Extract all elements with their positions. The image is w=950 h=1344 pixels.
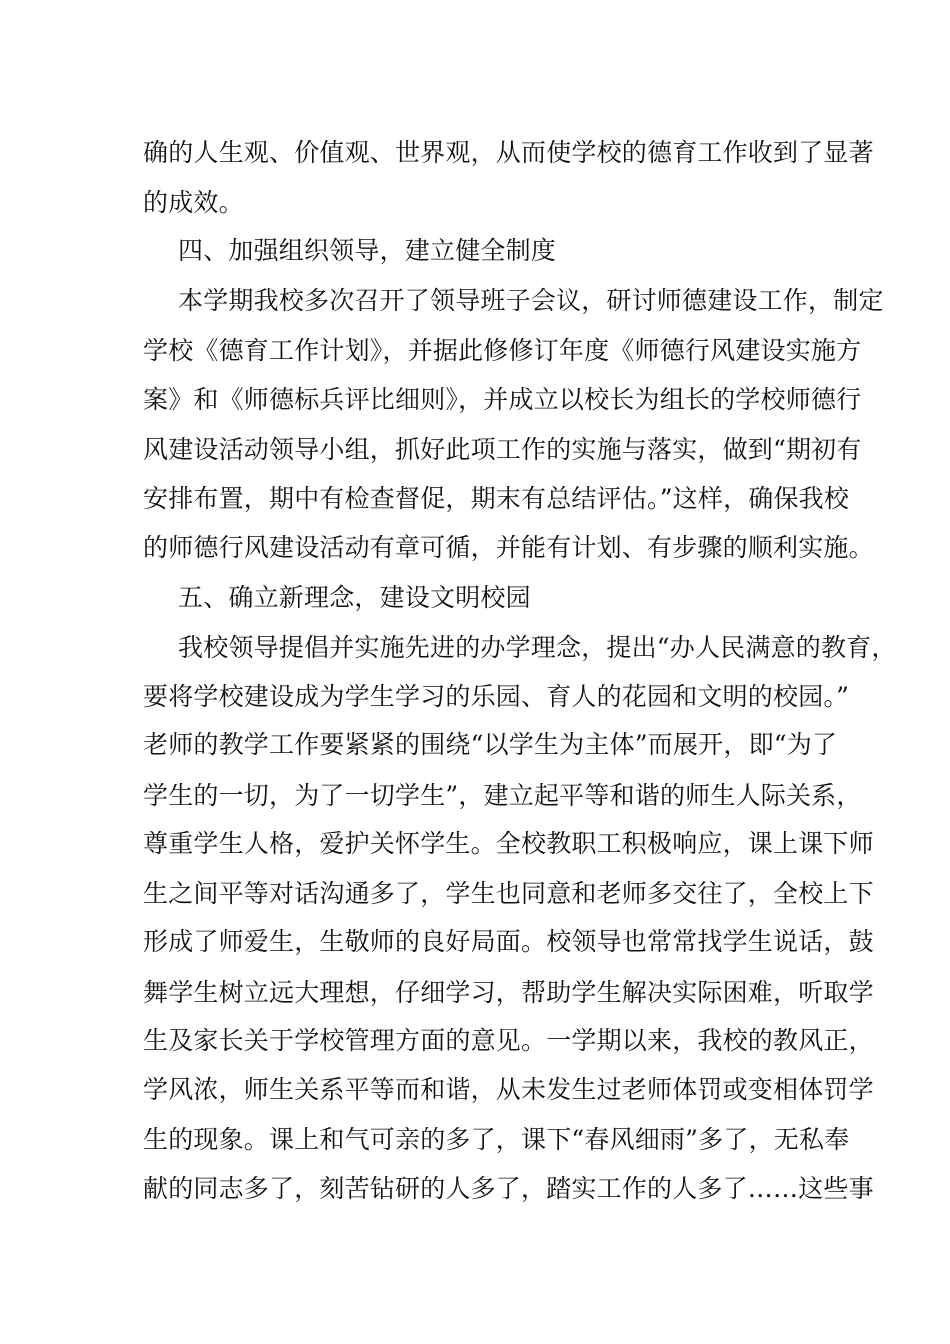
text-line: 学风浓，师生关系平等而和谐，从未发生过老师体罚或变相体罚学 <box>143 1075 874 1104</box>
text-line: 安排布置，期中有检查督促，期末有总结评估。”这样，确保我校 <box>143 484 850 513</box>
text-line: 的师德行风建设活动有章可循，并能有计划、有步骤的顺利实施。 <box>143 533 874 562</box>
text-line: 尊重学生人格，爱护关怀学生。全校教职工积极响应，课上课下师 <box>143 829 874 858</box>
text-line: 生及家长关于学校管理方面的意见。一学期以来，我校的教风正， <box>143 1026 874 1055</box>
text-line: 的成效。 <box>143 188 244 217</box>
text-line: 生的现象。课上和气可亲的多了，课下“春风细雨”多了，无私奉 <box>143 1125 850 1154</box>
text-line: 确的人生观、价值观、世界观，从而使学校的德育工作收到了显著 <box>143 138 874 167</box>
section-heading: 五、确立新理念，建设文明校园 <box>178 583 531 612</box>
text-line: 学生的一切，为了一切学生”，建立起平等和谐的师生人际关系， <box>143 781 862 810</box>
text-line: 学校《德育工作计划》，并据此修修订年度《师德行风建设实施方 <box>143 336 862 365</box>
text-line: 献的同志多了，刻苦钻研的人多了，踏实工作的人多了……这些事 <box>143 1174 874 1203</box>
section-heading: 四、加强组织领导，建立健全制度 <box>178 236 557 265</box>
text-line: 本学期我校多次召开了领导班子会议，研讨师德建设工作，制定 <box>178 286 884 315</box>
text-line: 案》和《师德标兵评比细则》，并成立以校长为组长的学校师德行 <box>143 385 862 414</box>
text-line: 老师的教学工作要紧紧的围绕“以学生为主体”而展开，即“为了 <box>143 730 838 759</box>
text-line: 生之间平等对话沟通多了，学生也同意和老师多交往了，全校上下 <box>143 879 874 908</box>
text-line: 我校领导提倡并实施先进的办学理念，提出“办人民满意的教育， <box>178 633 897 662</box>
text-line: 要将学校建设成为学生学习的乐园、育人的花园和文明的校园。” <box>143 682 850 711</box>
text-line: 风建设活动领导小组，抓好此项工作的实施与落实，做到“期初有 <box>143 435 862 464</box>
text-line: 舞学生树立远大理想，仔细学习，帮助学生解决实际困难，听取学 <box>143 978 874 1007</box>
text-line: 形成了师爱生，生敬师的良好局面。校领导也常常找学生说话，鼓 <box>143 927 874 956</box>
